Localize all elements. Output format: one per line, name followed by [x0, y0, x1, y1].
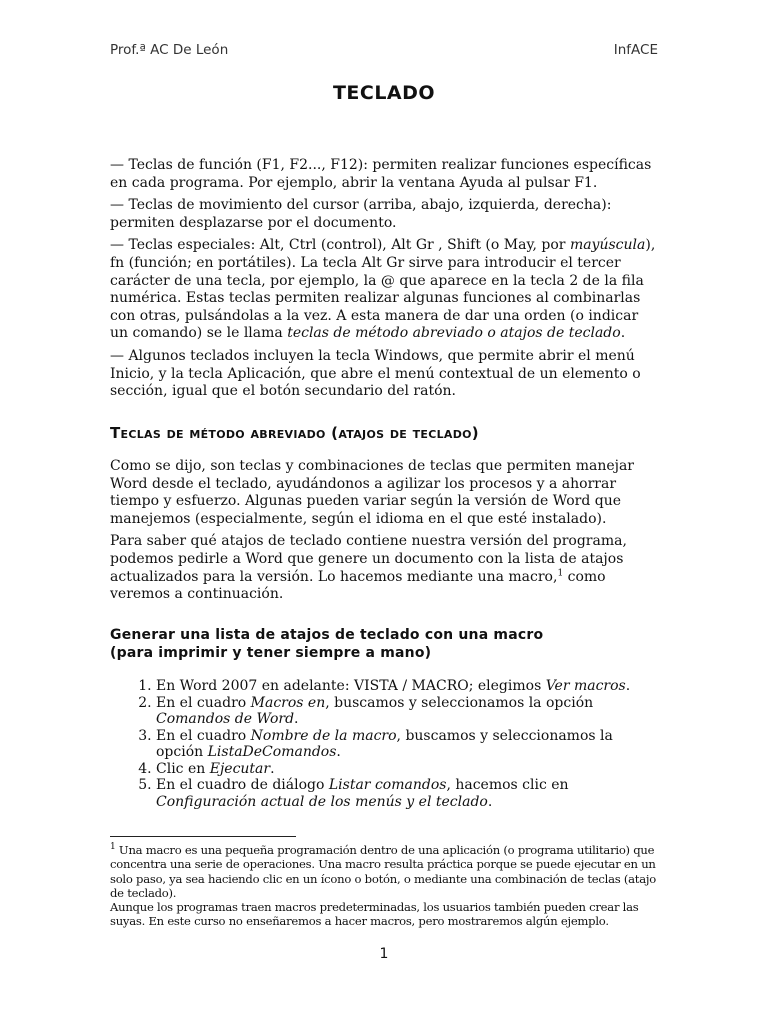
- paragraph-shortcuts-intro: Como se dijo, son teclas y combinaciones de teclas que permiten manejar Word desde el teclado, ayudándonos a agilizar los procesos y a ahorrar tiempo y esfuerzo. Algunas pueden variar según la versión de Word que manejemos (especialmente, según el idioma en el que esté instalado).: [110, 458, 635, 527]
- footnote-text-continued: Aunque los programas traen macros predeterminadas, los usuarios también pueden crear las suyas. En este curso no enseñaremos a hacer macros, pero mostraremos algún ejemplo.: [110, 900, 639, 929]
- subsection-heading: [110, 626, 543, 662]
- text-run: , hacemos clic en: [446, 777, 569, 793]
- italic-run: Listar comandos: [328, 777, 447, 793]
- italic-run: Ejecutar: [209, 760, 271, 777]
- italic-run: Ver macros: [545, 678, 626, 694]
- header-course: InfACE: [613, 42, 658, 58]
- subsection-heading-line1: Generar una lista de atajos de teclado con una macro: [110, 627, 544, 643]
- page-number: 1: [379, 946, 389, 962]
- text-run: , buscamos y seleccionamos la opción: [325, 694, 594, 711]
- footnote-separator: [110, 836, 296, 837]
- italic-run: teclas de método abreviado o atajos de teclado: [287, 325, 621, 342]
- paragraph-macro-intro: [110, 533, 658, 603]
- shortcuts-section: [110, 458, 658, 609]
- subsection-heading-line2: (para imprimir y tener siempre a mano): [110, 645, 432, 661]
- text-run: En el cuadro: [156, 694, 251, 711]
- paragraph-windows-key: — Algunos teclados incluyen la tecla Windows, que permite abrir el menú Inicio, y la tecla Aplicación, que abre el menú contextual de un elemento o sección, igual que el botón secundario del ratón.: [110, 347, 641, 400]
- text-run: Para saber qué atajos de teclado contiene nuestra versión del programa, podemos pedirle a Word que genere un documento con la lista de atajos actualizados para la versión. Lo hacemos mediante una macro,: [110, 533, 627, 585]
- text-run: En Word 2007 en adelante: VISTA / MACRO; elegimos: [156, 678, 546, 694]
- footnote-mark: 1: [110, 842, 116, 853]
- text-run: — Teclas especiales: Alt, Ctrl (control), Alt Gr , Shift (o May, por: [110, 237, 570, 254]
- list-item: [156, 728, 658, 761]
- italic-run: Macros en: [250, 694, 326, 711]
- text-run: En el cuadro de diálogo: [156, 777, 329, 793]
- text-run: Clic en: [156, 760, 210, 777]
- list-item: [156, 777, 658, 810]
- list-item: [156, 678, 658, 695]
- section-heading: Teclas de método abreviado (atajos de teclado): [110, 424, 479, 442]
- text-run: .: [294, 711, 299, 727]
- italic-run: Configuración actual de los menús y el teclado: [156, 793, 488, 810]
- text-run: .: [625, 678, 631, 694]
- italic-run: mayúscula: [569, 237, 646, 254]
- intro-section: [110, 157, 658, 406]
- italic-run: ListaDeComandos: [207, 744, 337, 760]
- paragraph-function-keys: — Teclas de función (F1, F2..., F12): permiten realizar funciones específicas en cada programa. Por ejemplo, abrir la ventana Ayuda al pulsar F1.: [110, 157, 652, 191]
- italic-run: Nombre de la macro: [250, 727, 397, 744]
- text-run: , buscamos y seleccionamos la opción: [156, 727, 613, 760]
- text-run: Una macro es una pequeña programación dentro de una aplicación (o programa utilitario) que concentra una serie de operaciones. Una macro resulta práctica porque se puede ejecutar en un solo paso, ya sea haciendo clic en un ícono o botón, o mediante una combinación de teclas (atajo de teclado).: [110, 843, 656, 900]
- text-run: .: [270, 760, 275, 777]
- footnote-text: [110, 843, 658, 900]
- footnotes: [110, 843, 658, 929]
- list-item: [156, 761, 658, 778]
- list-item: [156, 695, 658, 728]
- paragraph-cursor-keys: — Teclas de movimiento del cursor (arriba, abajo, izquierda, derecha): permiten desplazarse por el documento.: [110, 197, 612, 231]
- header-author: Prof.ª AC De León: [110, 42, 229, 58]
- text-run: como veremos a continuación.: [110, 568, 606, 603]
- text-run: .: [620, 325, 626, 342]
- text-run: .: [487, 793, 493, 810]
- paragraph-special-keys: [110, 237, 658, 343]
- page-title: TECLADO: [332, 82, 436, 104]
- italic-run: Comandos de Word: [156, 711, 295, 727]
- text-run: .: [336, 744, 341, 760]
- text-run: En el cuadro: [156, 727, 251, 744]
- text-run: ), fn (función; en portátiles). La tecla Alt Gr sirve para introducir el tercer carácter de una tecla, por ejemplo, la @ que aparece en la tecla 2 de la fila numérica. Estas teclas permiten realizar algunas funciones al combinarlas con otras, pulsándolas a la vez. A esta manera de dar una orden (o indicar un comando) se le llama: [110, 237, 656, 342]
- footnote-reference[interactable]: 1: [557, 567, 564, 578]
- steps-list: [110, 678, 658, 810]
